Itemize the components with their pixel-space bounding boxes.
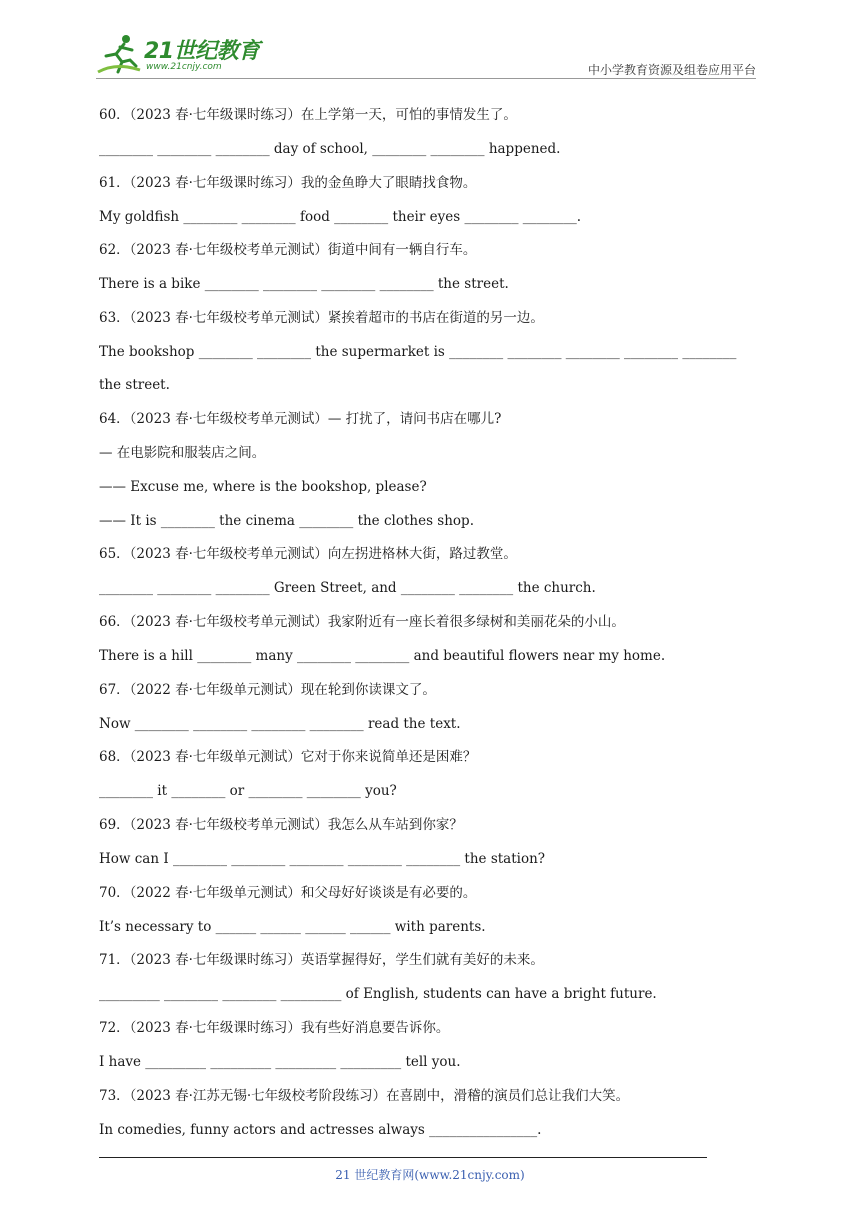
answer-line: It’s necessary to ______ ______ ______ ______ with parents.: [99, 919, 486, 935]
answer-line: —— It is ________ the cinema ________ the clothes shop.: [99, 513, 474, 529]
answer-line: _________ ________ ________ _________ of English, students can have a bright future.: [99, 986, 657, 1002]
answer-line: There is a bike ________ ________ ________ ________ the street.: [99, 276, 509, 292]
logo: [96, 30, 266, 78]
question-prompt: 72．（2023 春·七年级课时练习）我有些好消息要告诉你。: [99, 1020, 450, 1036]
logo-text: 21世纪教育: [144, 39, 260, 64]
answer-line: ________ ________ ________ day of school, ________ ________ happened.: [99, 141, 561, 157]
platform-title: 中小学教育资源及组卷应用平台: [587, 63, 756, 77]
question-prompt: 60．（2023 春·七年级课时练习）在上学第一天，可怕的事情发生了。: [99, 107, 517, 123]
answer-line: — 在电影院和服装店之间。: [99, 445, 266, 461]
question-prompt: 63．（2023 春·七年级校考单元测试）紧挨着超市的书店在街道的另一边。: [99, 310, 544, 326]
question-prompt: 71．（2023 春·七年级课时练习）英语掌握得好，学生们就有美好的未来。: [99, 952, 544, 968]
question-prompt: 66．（2023 春·七年级校考单元测试）我家附近有一座长着很多绿树和美丽花朵的小山。: [99, 614, 625, 630]
footer-divider: [99, 1157, 707, 1158]
question-prompt: 69．（2023 春·七年级校考单元测试）我怎么从车站到你家？: [99, 817, 463, 833]
question-prompt: 62．（2023 春·七年级校考单元测试）街道中间有一辆自行车。: [99, 242, 477, 258]
question-prompt: 68．（2023 春·七年级单元测试）它对于你来说简单还是困难？: [99, 749, 477, 765]
answer-line: I have _________ _________ _________ _________ tell you.: [99, 1054, 461, 1070]
answer-line: ________ ________ ________ Green Street, and ________ ________ the church.: [99, 580, 596, 596]
answer-line: the street.: [99, 377, 170, 393]
question-prompt: 64．（2023 春·七年级校考单元测试）— 打扰了，请问书店在哪儿?: [99, 411, 502, 427]
footer-text: 21 世纪教育网(www.21cnjy.com): [335, 1168, 525, 1182]
question-prompt: 61．（2023 春·七年级课时练习）我的金鱼睁大了眼睛找食物。: [99, 175, 477, 191]
answer-line: How can I ________ ________ ________ ________ ________ the station?: [99, 851, 546, 867]
answer-line: —— Excuse me, where is the bookshop, please?: [99, 479, 427, 495]
question-prompt: 73．（2023 春·江苏无锡·七年级校考阶段练习）在喜剧中，滑稽的演员们总让我们大笑。: [99, 1088, 630, 1104]
answer-line: In comedies, funny actors and actresses always ________________.: [99, 1122, 542, 1138]
question-prompt: 70．（2022 春·七年级单元测试）和父母好好谈谈是有必要的。: [99, 885, 477, 901]
answer-line: ________ it ________ or ________ ________ you?: [99, 783, 397, 799]
header-divider: [96, 78, 756, 79]
answer-line: The bookshop ________ ________ the supermarket is ________ ________ ________ ________ ________: [99, 344, 737, 360]
page-header: [96, 30, 756, 82]
question-prompt: 67．（2022 春·七年级单元测试）现在轮到你读课文了。: [99, 682, 436, 698]
runner-logo-icon: [96, 32, 144, 76]
logo-url: www.21cnjy.com: [146, 62, 222, 72]
question-prompt: 65．（2023 春·七年级校考单元测试）向左拐进格林大街，路过教堂。: [99, 546, 517, 562]
answer-line: Now ________ ________ ________ ________ read the text.: [99, 716, 461, 732]
answer-line: My goldfish ________ ________ food ________ their eyes ________ ________.: [99, 209, 582, 225]
answer-line: There is a hill ________ many ________ ________ and beautiful flowers near my home.: [99, 648, 666, 664]
